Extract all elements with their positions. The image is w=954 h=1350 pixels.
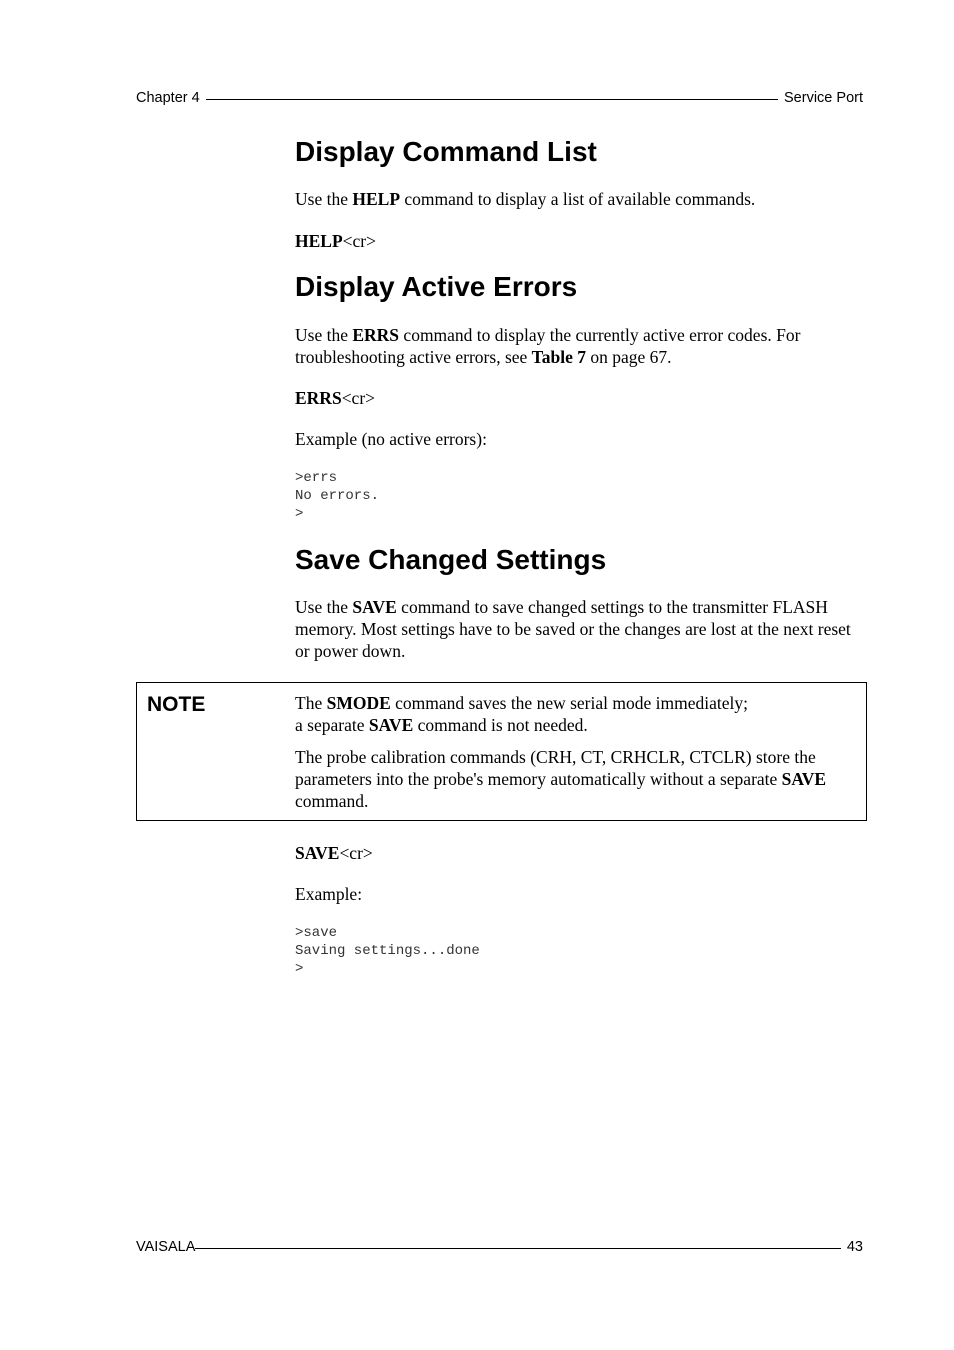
section-title-save: Save Changed Settings [295,544,607,575]
save-example-code: >save Saving settings...done > [295,925,480,977]
section-title-help: Display Command List [295,136,597,167]
brand-label: VAISALA [136,1239,196,1255]
note-body [295,692,860,812]
page-footer [136,1239,863,1255]
errs-description [295,324,855,368]
section-errs [295,270,855,304]
help-syntax: HELP<cr> [295,231,376,251]
page-number: 43 [846,1239,863,1255]
section-title-errs: Display Active Errors [295,271,578,302]
save-description [295,596,855,662]
footer-rule [195,1248,840,1249]
section-label: Service Port [784,90,863,106]
errs-example-label: Example (no active errors): [295,429,487,449]
errs-paragraph: Use the ERRS command to display the currently active error codes. For troubleshooting active errors, see Table 7 on page 67. [295,325,801,367]
save-paragraph: Use the SAVE command to save changed settings to the transmitter FLASH memory. Most settings have to be saved or the changes are lost at the next reset or power down. [295,597,851,661]
note-box [136,682,867,821]
help-description [295,188,855,210]
chapter-label: Chapter 4 [136,90,200,106]
errs-syntax: ERRS<cr> [295,388,376,408]
note-paragraph-1: The SMODE command saves the new serial mode immediately; a separate SAVE command is not needed. [295,693,748,735]
header-rule [206,99,778,100]
errs-example-code: >errs No errors. > [295,470,380,522]
page-header [136,90,863,106]
note-label: NOTE [147,693,206,716]
section-help [295,135,855,169]
note-paragraph-2: The probe calibration commands (CRH, CT, CRHCLR, CTCLR) store the parameters into the probe's memory automatically without a separate SAVE command. [295,747,827,811]
help-paragraph: Use the HELP command to display a list of available commands. [295,189,756,209]
section-save [295,543,855,577]
save-syntax: SAVE<cr> [295,843,373,863]
save-example-label: Example: [295,884,363,904]
